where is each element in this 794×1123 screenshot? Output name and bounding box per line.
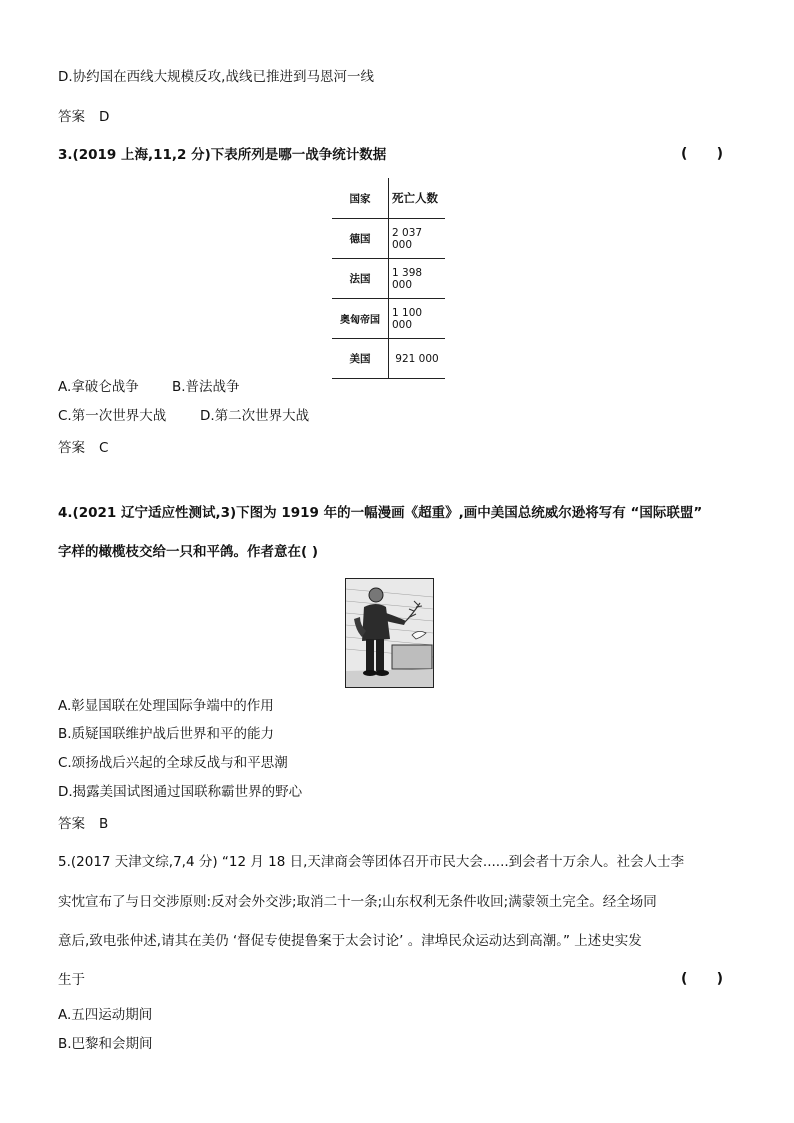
q5-stem-line-2: 实忱宣布了与日交涉原则:反对会外交涉;取消二十一条;山东权利无条件收回;满蒙领土完全。经全场同 bbox=[58, 894, 657, 910]
table-cell-country: 法国 bbox=[332, 259, 389, 299]
q3-option-a: A.拿破仑战争 bbox=[58, 379, 139, 395]
answer-label: 答案 bbox=[58, 816, 85, 832]
answer-label: 答案 bbox=[58, 440, 85, 456]
table-cell-deaths: 2 037 000 bbox=[389, 219, 446, 259]
q4-answer bbox=[58, 815, 108, 833]
q5-stem-line-3: 意后,致电张仲述,请其在美仍 ‘督促专使提鲁案于太会讨论’ 。津埠民众运动达到高潮。” 上述史实发 bbox=[58, 933, 642, 949]
q4-option-d: D.揭露美国试图通过国联称霸世界的野心 bbox=[58, 784, 303, 800]
table-cell-deaths: 1 100 000 bbox=[389, 299, 446, 339]
table-cell-deaths: 1 398 000 bbox=[389, 259, 446, 299]
q3-options-row-1 bbox=[58, 378, 240, 396]
q4-option-b: B.质疑国联维护战后世界和平的能力 bbox=[58, 726, 275, 742]
q4-stem-line-1: 4.(2021 辽宁适应性测试,3)下图为 1919 年的一幅漫画《超重》,画中美国总统威尔逊将写有 “国际联盟” bbox=[58, 505, 703, 521]
table-row bbox=[332, 259, 445, 299]
war-deaths-table bbox=[332, 178, 445, 379]
q5-option-a: A.五四运动期间 bbox=[58, 1007, 153, 1023]
q3-option-b: B.普法战争 bbox=[172, 379, 240, 395]
table-row bbox=[332, 219, 445, 259]
answer-label: 答案 bbox=[58, 109, 85, 125]
q2-option-d: D.协约国在西线大规模反攻,战线已推进到马恩河一线 bbox=[58, 69, 374, 85]
q3-option-c: C.第一次世界大战 bbox=[58, 408, 167, 424]
table-cell-country: 奥匈帝国 bbox=[332, 299, 389, 339]
table-header-deaths: 死亡人数 bbox=[389, 178, 446, 219]
q5-answer-bracket: ( ) bbox=[681, 971, 724, 987]
cartoon-overweight-image bbox=[345, 578, 434, 688]
table-row bbox=[332, 339, 445, 379]
answer-value: B bbox=[99, 816, 109, 832]
q5-stem-line-1: 5.(2017 天津文综,7,4 分) “12 月 18 日,天津商会等团体召开市民大会......到会者十万余人。社会人士李 bbox=[58, 854, 685, 870]
q3-answer bbox=[58, 439, 108, 457]
q2-answer bbox=[58, 108, 109, 126]
q4-option-c: C.颂扬战后兴起的全球反战与和平思潮 bbox=[58, 755, 288, 771]
q4-stem-line-2: 字样的橄榄枝交给一只和平鸽。作者意在( ) bbox=[58, 544, 319, 560]
cartoon-illustration bbox=[346, 579, 433, 687]
table-cell-deaths: 921 000 bbox=[389, 339, 446, 379]
q3-options-row-2 bbox=[58, 407, 309, 425]
q5-option-b: B.巴黎和会期间 bbox=[58, 1036, 153, 1052]
table-cell-country: 美国 bbox=[332, 339, 389, 379]
q3-answer-bracket: ( ) bbox=[681, 146, 724, 162]
table-header-country: 国家 bbox=[332, 178, 389, 219]
q4-option-a: A.彰显国联在处理国际争端中的作用 bbox=[58, 698, 274, 714]
answer-value: D bbox=[99, 109, 110, 125]
table-header-row bbox=[332, 178, 445, 219]
table-row bbox=[332, 299, 445, 339]
q5-stem-line-4: 生于 bbox=[58, 972, 85, 988]
answer-value: C bbox=[99, 440, 109, 456]
q3-stem: 3.(2019 上海,11,2 分)下表所列是哪一战争统计数据 bbox=[58, 147, 387, 163]
q3-option-d: D.第二次世界大战 bbox=[200, 408, 310, 424]
table-cell-country: 德国 bbox=[332, 219, 389, 259]
